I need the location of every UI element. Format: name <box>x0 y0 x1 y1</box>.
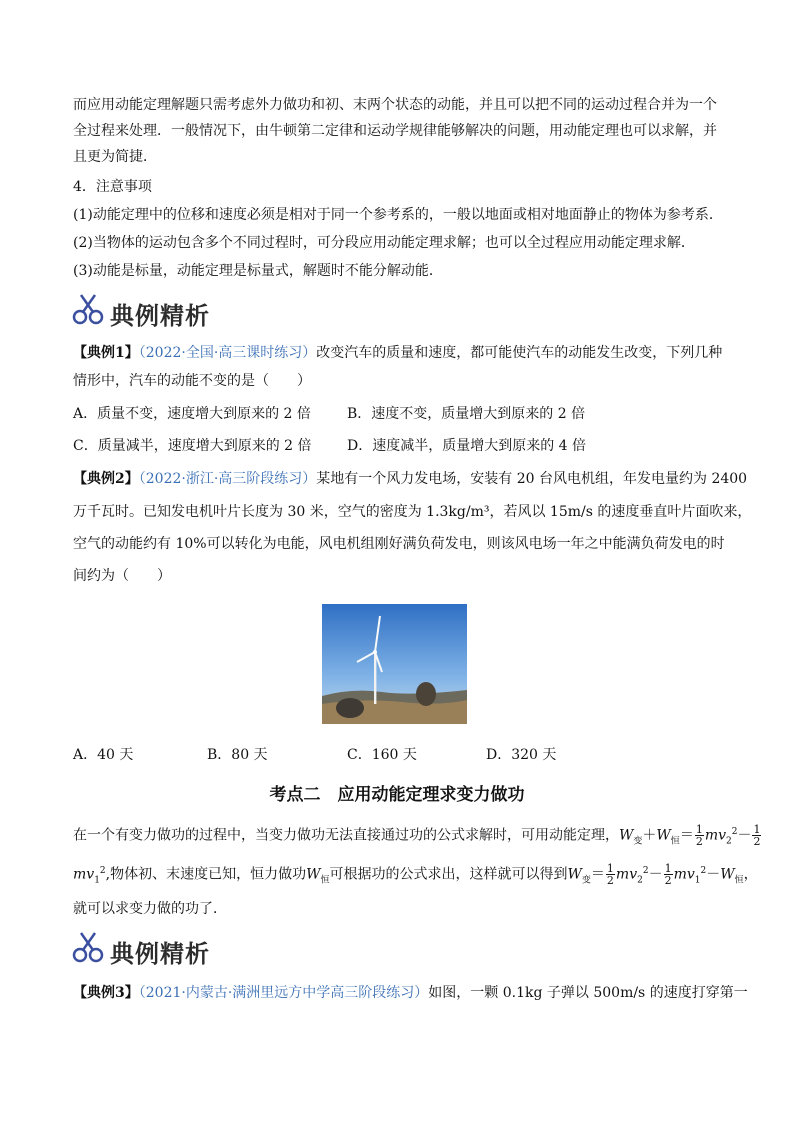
section2-line-2: $mv_1^2$,物体初、末速度已知，恒力做功$W_恒$可根据功的公式求出，这样就可以得到$W_变=$ $\frac{1}{2}$ $mv_2^2-$ $\frac{1}{2}$ $mv_1^2-W_恒$， <box>73 862 758 888</box>
formula-sub-const-3: 恒 <box>734 875 744 886</box>
example3-line-1 <box>73 983 748 1003</box>
scissors-icon <box>72 291 106 325</box>
example2-line-2: 万千瓦时。已知发电机叶片长度为 30 米，空气的密度为 1.3kg/m³，若风以 15m/s 的速度垂直叶片面吹来， <box>73 504 752 520</box>
section2-line1-text: 在一个有变力做功的过程中，当变力做功无法直接通过功的公式求解时，可用动能定理， <box>73 827 619 844</box>
note-item-1: (1)动能定理中的位移和速度必须是相对于同一个参考系的，一般以地面或相对地面静止的物体为参考系． <box>73 207 723 223</box>
example1-text: 改变汽车的质量和速度，都可能使汽车的动能发生改变，下列几种 <box>316 345 723 361</box>
formula-sub-const: 恒 <box>670 836 680 847</box>
notes-heading: 4．注意事项 <box>73 179 152 195</box>
formula-w-const: W <box>656 827 671 844</box>
section2-line2-text2: 可根据功的公式求出，这样就可以得到 <box>329 866 568 883</box>
formula-half-2: $\frac{1}{2}$ <box>753 823 761 849</box>
example1-line-2: 情形中，汽车的动能不变的是（ ） <box>73 373 311 389</box>
intro-line-1: 而应用动能定理解题只需考虑外力做功和初、末两个状态的动能，并且可以把不同的运动过程合并为一个 <box>73 97 717 113</box>
intro-line-3: 且更为简捷． <box>73 149 157 165</box>
example2-option-b: B．80 天 <box>207 747 268 763</box>
example1-option-c: C．质量减半，速度增大到原来的 2 倍 <box>73 438 312 454</box>
example3-source: （2021·内蒙古·满洲里远方中学高三阶段练习） <box>138 985 429 1001</box>
note-item-3: (3)动能是标量，动能定理是标量式，解题时不能分解动能． <box>73 263 443 279</box>
example2-line-4: 间约为（ ） <box>73 568 171 584</box>
formula-sub-var: 变 <box>633 836 643 847</box>
example2-tag: 【典例2】 <box>73 471 139 487</box>
formula-half-1: $\frac{1}{2}$ <box>695 823 703 849</box>
example2-option-a: A．40 天 <box>73 747 134 763</box>
example1-line-1 <box>73 343 722 363</box>
example2-line-3: 空气的动能约有 10%可以转化为电能，风电机组刚好满负荷发电，则该风电场一年之中能满负荷发电的时 <box>73 536 725 552</box>
formula-sub-const-2: 恒 <box>320 875 330 886</box>
note-item-2: (2)当物体的运动包含多个不同过程时，可分段应用动能定理求解；也可以全过程应用动能定理求解． <box>73 235 695 251</box>
example2-source: （2022·浙江·高三阶段练习） <box>138 471 317 487</box>
formula-sub-var-2: 变 <box>581 875 591 886</box>
section2-line-3: 就可以求变力做的功了． <box>73 901 227 917</box>
example3-text: 如图，一颗 0.1kg 子弹以 500m/s 的速度打穿第一 <box>428 985 748 1001</box>
example1-option-b: B．速度不变，质量增大到原来的 2 倍 <box>347 406 586 422</box>
wind-turbine-photo <box>322 604 467 724</box>
formula-mv1: mv <box>73 866 95 883</box>
example1-tag: 【典例1】 <box>73 345 139 361</box>
example3-tag: 【典例3】 <box>73 985 139 1001</box>
badge-label: 典例精析 <box>110 302 210 330</box>
scissors-icon-2 <box>72 929 106 963</box>
intro-line-2: 全过程来处理．一般情况下，由牛顿第二定律和运动学规律能够解决的问题，用动能定理也可以求解，并 <box>73 123 717 139</box>
example2-line-1 <box>73 469 747 489</box>
formula-w-var: W <box>619 827 634 844</box>
example1-option-a: A．质量不变，速度增大到原来的 2 倍 <box>73 406 311 422</box>
example2-option-d: D．320 天 <box>486 747 557 763</box>
badge-label-2: 典例精析 <box>110 940 210 968</box>
section2-line2-text: ,物体初、末速度已知，恒力做功 <box>105 866 307 883</box>
example1-option-d: D．速度减半，质量增大到原来的 4 倍 <box>347 438 587 454</box>
example2-option-c: C．160 天 <box>347 747 417 763</box>
section2-line-1: 在一个有变力做功的过程中，当变力做功无法直接通过功的公式求解时，可用动能定理，$W_变+W_恒=$ $\frac{1}{2}$ $mv_2^2-$ $\frac{1}{2}$ <box>73 823 761 849</box>
section-title: 考点二 应用动能定理求变力做功 <box>269 785 525 805</box>
example2-text: 某地有一个风力发电场，安装有 20 台风电机组，年发电量约为 2400 <box>316 471 748 487</box>
example1-source: （2022·全国·高三课时练习） <box>138 345 317 361</box>
